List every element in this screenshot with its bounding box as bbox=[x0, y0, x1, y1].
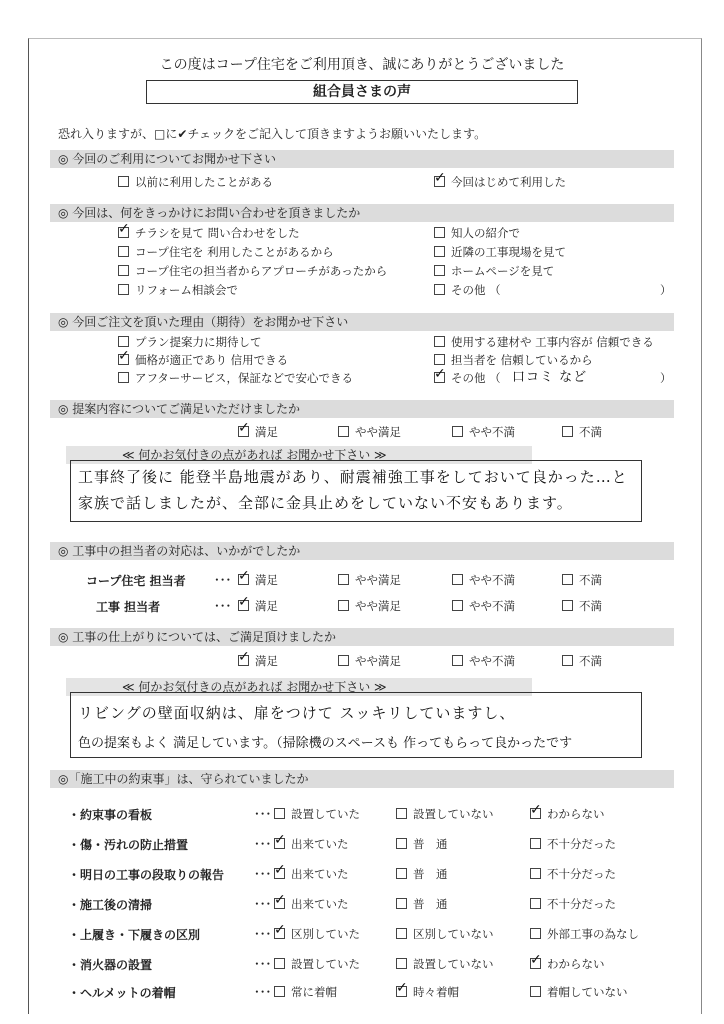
checkbox[interactable] bbox=[118, 176, 129, 187]
q4-feedback-line-2: 家族で話しましたが、全部に金具止めをしていない不安もあります。 bbox=[78, 494, 573, 512]
section-q2-heading: ◎ 今回は、何をきっかけにお問い合わせを頂きましたか bbox=[50, 204, 674, 222]
q7-row-label: ・明日の工事の段取りの報告 bbox=[68, 868, 225, 882]
q7-row-option-a[interactable]: ✓ 出来ていた bbox=[274, 866, 349, 882]
checkbox-checked[interactable] bbox=[274, 838, 285, 849]
q7-row-option-c[interactable]: 不十分だった bbox=[530, 896, 616, 912]
q5-row1-option-3[interactable]: やや不満 bbox=[452, 572, 515, 588]
checkbox[interactable] bbox=[434, 227, 445, 238]
checkbox[interactable] bbox=[396, 868, 407, 879]
q7-row-option-a[interactable]: 設置していた bbox=[274, 806, 360, 822]
checkbox[interactable] bbox=[530, 898, 541, 909]
section-q4-heading: ◎ 提案内容についてご満足いただけましたか bbox=[50, 400, 674, 418]
checkbox[interactable] bbox=[452, 574, 463, 585]
q7-row-label: ・施工後の清掃 bbox=[68, 898, 153, 912]
q2-option-7[interactable]: ホームページを見て bbox=[434, 263, 554, 279]
q7-row-dots: ･･･ bbox=[254, 867, 272, 881]
checkbox[interactable] bbox=[562, 426, 573, 437]
checkbox[interactable] bbox=[338, 426, 349, 437]
q4-option-4[interactable]: 不満 bbox=[562, 424, 602, 440]
checkbox[interactable] bbox=[452, 600, 463, 611]
section-q3-heading: ◎ 今回ご注文を頂いた理由（期待）をお聞かせ下さい bbox=[50, 313, 674, 331]
checkbox-checked[interactable] bbox=[274, 898, 285, 909]
checkbox-checked[interactable] bbox=[396, 986, 407, 997]
checkbox[interactable] bbox=[530, 838, 541, 849]
q2-option-1[interactable]: ✓チラシを見て 問い合わせをした bbox=[118, 225, 300, 241]
q7-row-option-a[interactable]: 設置していた bbox=[274, 956, 360, 972]
q7-row-dots: ･･･ bbox=[254, 927, 272, 941]
section-q5-heading: ◎ 工事中の担当者の対応は、いかがでしたか bbox=[50, 542, 674, 560]
checkbox-checked[interactable] bbox=[238, 426, 249, 437]
q7-row-option-b[interactable]: 普 通 bbox=[396, 836, 448, 852]
q6-feedback-line-1: リビングの壁面収納は、扉をつけて スッキリしていますし、 bbox=[78, 704, 516, 722]
q6-feedback-heading: ≪ 何かお気付きの点があれば お聞かせ下さい ≫ bbox=[66, 678, 532, 696]
checkbox-checked[interactable] bbox=[434, 176, 445, 187]
checkbox[interactable] bbox=[434, 246, 445, 257]
q2-option-8[interactable]: その他 （ bbox=[434, 282, 501, 298]
q7-row-option-b[interactable]: 設置していない bbox=[396, 806, 494, 822]
q7-row-option-b[interactable]: 設置していない bbox=[396, 956, 494, 972]
q7-row-label: ・ヘルメットの着帽 bbox=[68, 986, 176, 1000]
q1-option-2[interactable]: ✓ 今回はじめて利用した bbox=[434, 174, 566, 190]
q7-row-option-b[interactable]: 区別していない bbox=[396, 926, 494, 942]
q7-row-option-a[interactable]: ✓ 区別していた bbox=[274, 926, 360, 942]
q2-option-8-close: ） bbox=[660, 283, 672, 297]
q7-row-label: ・上履き・下履きの区別 bbox=[68, 928, 201, 942]
intro-text: 恐れ入りますが、□に✔チェックをご記入して頂きますようお願いいたします。 bbox=[58, 127, 487, 141]
form-subtitle: 組合員さまの声 bbox=[146, 80, 578, 104]
q6-option-3[interactable]: やや不満 bbox=[452, 653, 515, 669]
checkbox-checked[interactable] bbox=[530, 808, 541, 819]
q6-feedback-line-2: 色の提案もよく 満足しています。（掃除機のスペースも 作ってもらって良かったです bbox=[78, 736, 573, 751]
q7-row-option-b[interactable]: ✓ 時々着帽 bbox=[396, 984, 459, 1000]
q5-row2-option-4[interactable]: 不満 bbox=[562, 598, 602, 614]
checkbox-checked[interactable] bbox=[118, 354, 129, 365]
q4-feedback-heading: ≪ 何かお気付きの点があれば お聞かせ下さい ≫ bbox=[66, 446, 532, 464]
q5-row1-option-1[interactable]: ✓ 満足 bbox=[238, 572, 278, 588]
section-q7-heading: ◎「施工中の約束事」は、守られていましたか bbox=[50, 770, 674, 788]
q7-row-dots: ･･･ bbox=[254, 807, 272, 821]
checkbox[interactable] bbox=[530, 928, 541, 939]
checkbox[interactable] bbox=[338, 655, 349, 666]
checkbox-checked[interactable] bbox=[118, 227, 129, 238]
q5-row1-option-4[interactable]: 不満 bbox=[562, 572, 602, 588]
q2-option-3[interactable]: コープ住宅の担当者からアプローチがあったから bbox=[118, 263, 387, 279]
q3-option-3[interactable]: アフターサービス，保証などで安心できる bbox=[118, 370, 353, 386]
checkbox[interactable] bbox=[452, 426, 463, 437]
checkbox[interactable] bbox=[274, 986, 285, 997]
q1-option-1[interactable]: 以前に利用したことがある bbox=[118, 174, 273, 190]
q4-feedback-line-1: 工事終了後に 能登半島地震があり、耐震補強工事をしておいて良かった…と bbox=[78, 468, 628, 486]
q7-row-option-a[interactable]: 常に着帽 bbox=[274, 984, 337, 1000]
checkbox-checked[interactable] bbox=[530, 958, 541, 969]
checkbox-checked[interactable] bbox=[274, 868, 285, 879]
checkbox[interactable] bbox=[118, 336, 129, 347]
q7-row-option-c[interactable]: ✓ わからない bbox=[530, 806, 605, 822]
q2-option-4[interactable]: リフォーム相談会で bbox=[118, 282, 238, 298]
q5-row2-option-3[interactable]: やや不満 bbox=[452, 598, 515, 614]
checkbox[interactable] bbox=[562, 655, 573, 666]
q5-row2-label: 工事 担当者 bbox=[96, 600, 161, 614]
q2-option-6[interactable]: 近隣の工事現場を見て bbox=[434, 244, 566, 260]
q7-row-label: ・消火器の設置 bbox=[68, 958, 153, 972]
q7-row-dots: ･･･ bbox=[254, 837, 272, 851]
checkbox[interactable] bbox=[118, 265, 129, 276]
section-q6-heading: ◎ 工事の仕上がりについては、ご満足頂けましたか bbox=[50, 628, 674, 646]
checkbox[interactable] bbox=[274, 808, 285, 819]
q7-row-option-a[interactable]: ✓ 出来ていた bbox=[274, 836, 349, 852]
checkbox-checked[interactable] bbox=[238, 600, 249, 611]
checkbox[interactable] bbox=[396, 898, 407, 909]
checkbox[interactable] bbox=[530, 986, 541, 997]
q5-row1-dots: ･･･ bbox=[214, 573, 232, 587]
q3-other-handwritten: 口コミ など bbox=[512, 370, 588, 385]
checkbox[interactable] bbox=[434, 354, 445, 365]
checkbox[interactable] bbox=[274, 958, 285, 969]
q7-row-label: ・傷・汚れの防止措置 bbox=[68, 838, 189, 852]
q7-row-option-c[interactable]: 不十分だった bbox=[530, 836, 616, 852]
page-title: この度はコープ住宅をご利用頂き、誠にありがとうございました bbox=[159, 57, 565, 73]
checkbox[interactable] bbox=[338, 574, 349, 585]
q4-option-3[interactable]: やや不満 bbox=[452, 424, 515, 440]
q5-row2-option-1[interactable]: ✓ 満足 bbox=[238, 598, 278, 614]
q4-option-1[interactable]: ✓満足 bbox=[238, 424, 278, 440]
checkbox[interactable] bbox=[452, 655, 463, 666]
q7-row-option-c[interactable]: 着帽していない bbox=[530, 984, 628, 1000]
q7-row-option-c[interactable]: 不十分だった bbox=[530, 866, 616, 882]
q5-row1-option-2[interactable]: やや満足 bbox=[338, 572, 401, 588]
checkbox[interactable] bbox=[434, 336, 445, 347]
q6-option-1[interactable]: ✓満足 bbox=[238, 653, 278, 669]
q7-row-dots: ･･･ bbox=[254, 985, 272, 999]
checkbox[interactable] bbox=[118, 284, 129, 295]
q3-option-1[interactable]: プラン提案力に期待して bbox=[118, 334, 262, 350]
q7-row-label: ・約束事の看板 bbox=[68, 808, 153, 822]
q7-row-option-c[interactable]: ✓ わからない bbox=[530, 956, 605, 972]
q3-option-5[interactable]: 担当者を 信頼しているから bbox=[434, 352, 593, 368]
q3-option-4[interactable]: 使用する建材や 工事内容が 信頼できる bbox=[434, 334, 654, 350]
section-q1-heading: ◎ 今回のご利用についてお聞かせ下さい bbox=[50, 150, 674, 168]
checkbox[interactable] bbox=[118, 372, 129, 383]
q6-option-4[interactable]: 不満 bbox=[562, 653, 602, 669]
q3-option-2[interactable]: ✓価格が適正であり 信用できる bbox=[118, 352, 288, 368]
checkbox[interactable] bbox=[118, 246, 129, 257]
q5-row2-dots: ･･･ bbox=[214, 599, 232, 613]
checkbox[interactable] bbox=[434, 284, 445, 295]
checkbox[interactable] bbox=[338, 600, 349, 611]
checkbox-checked[interactable] bbox=[238, 655, 249, 666]
checkbox-checked[interactable] bbox=[274, 928, 285, 939]
q7-row-dots: ･･･ bbox=[254, 957, 272, 971]
q3-option-6-close: ） bbox=[660, 371, 672, 385]
checkbox[interactable] bbox=[434, 265, 445, 276]
q7-row-option-a[interactable]: ✓ 出来ていた bbox=[274, 896, 349, 912]
q5-row2-option-2[interactable]: やや満足 bbox=[338, 598, 401, 614]
checkbox[interactable] bbox=[562, 574, 573, 585]
checkbox[interactable] bbox=[530, 868, 541, 879]
q4-option-2[interactable]: やや満足 bbox=[338, 424, 401, 440]
checkbox[interactable] bbox=[396, 808, 407, 819]
checkbox[interactable] bbox=[562, 600, 573, 611]
q6-option-2[interactable]: やや満足 bbox=[338, 653, 401, 669]
q7-row-option-b[interactable]: 普 通 bbox=[396, 896, 448, 912]
q5-row1-label: コープ住宅 担当者 bbox=[86, 574, 186, 588]
q2-option-2[interactable]: コープ住宅を 利用したことがあるから bbox=[118, 244, 334, 260]
q7-row-dots: ･･･ bbox=[254, 897, 272, 911]
q3-option-6[interactable]: ✓その他 （ bbox=[434, 370, 501, 386]
checkbox-checked[interactable] bbox=[238, 574, 249, 585]
checkbox[interactable] bbox=[396, 958, 407, 969]
q2-option-5[interactable]: 知人の紹介で bbox=[434, 225, 520, 241]
q7-row-option-c[interactable]: 外部工事の為なし bbox=[530, 926, 639, 942]
checkbox-checked[interactable] bbox=[434, 372, 445, 383]
checkbox[interactable] bbox=[396, 838, 407, 849]
checkbox[interactable] bbox=[396, 928, 407, 939]
q7-row-option-b[interactable]: 普 通 bbox=[396, 866, 448, 882]
